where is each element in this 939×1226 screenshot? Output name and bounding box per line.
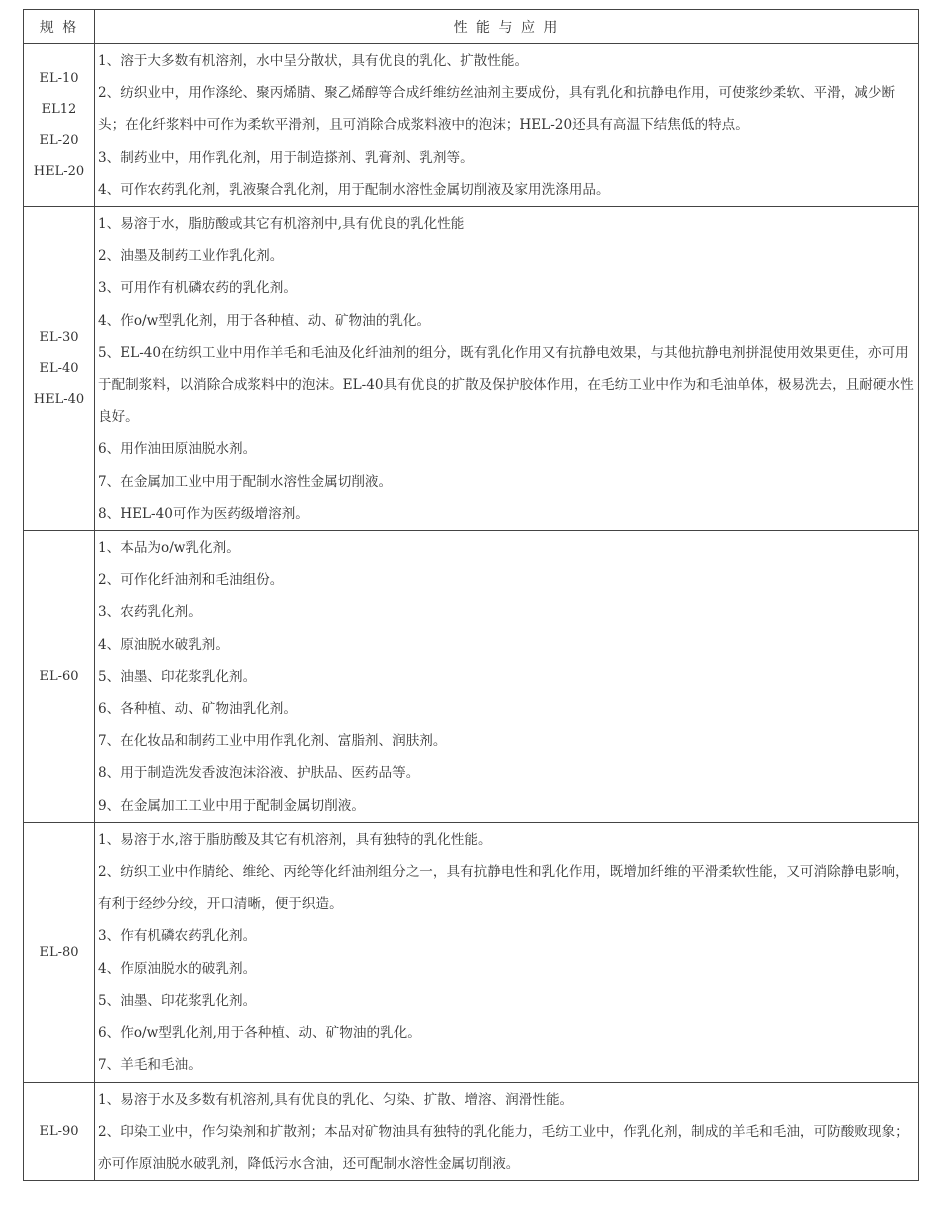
spec-code: EL-60 bbox=[39, 668, 79, 684]
performance-item: 4、作o/w型乳化剂，用于各种植、动、矿物油的乳化。 bbox=[98, 312, 431, 329]
spec-code: EL-30 bbox=[39, 330, 79, 346]
header-performance: 性 能 与 应 用 bbox=[95, 10, 919, 44]
performance-item: 6、作o/w型乳化剂,用于各种植、动、矿物油的乳化。 bbox=[98, 1025, 421, 1042]
table-row bbox=[24, 207, 919, 531]
table-row bbox=[24, 531, 919, 823]
performance-item: 8、用于制造洗发香波泡沫浴液、护肤品、医药品等。 bbox=[98, 765, 420, 782]
header-spec: 规 格 bbox=[24, 10, 95, 44]
performance-item: 7、羊毛和毛油。 bbox=[98, 1057, 202, 1074]
spec-code: HEL-20 bbox=[33, 164, 85, 179]
spec-table bbox=[23, 9, 919, 1181]
performance-cell bbox=[95, 44, 919, 207]
spec-cell bbox=[24, 531, 95, 823]
spec-code: EL-40 bbox=[39, 361, 79, 377]
table-row bbox=[24, 822, 919, 1082]
performance-item: 6、用作油田原油脱水剂。 bbox=[98, 441, 257, 458]
performance-item: 9、在金属加工工业中用于配制金属切削液。 bbox=[98, 797, 365, 814]
performance-item: 3、制药业中，用作乳化剂，用于制造搽剂、乳膏剂、乳剂等。 bbox=[98, 149, 474, 166]
performance-cell bbox=[95, 1082, 919, 1181]
performance-item: 4、可作农药乳化剂，乳液聚合乳化剂，用于配制水溶性金属切削液及家用洗涤用品。 bbox=[98, 181, 610, 198]
performance-item: 1、易溶于水,溶于脂肪酸及其它有机溶剂，具有独特的乳化性能。 bbox=[98, 831, 492, 848]
performance-item: 3、可用作有机磷农药的乳化剂。 bbox=[98, 280, 297, 297]
performance-item: 5、油墨、印花浆乳化剂。 bbox=[98, 668, 257, 685]
spec-cell bbox=[24, 44, 95, 207]
spec-code: EL12 bbox=[41, 102, 77, 117]
performance-item: 2、可作化纤油剂和毛油组份。 bbox=[98, 572, 284, 589]
spec-code: EL-20 bbox=[39, 133, 79, 148]
performance-item: 2、纺织工业中作腈纶、维纶、丙纶等化纤油剂组分之一，具有抗静电性和乳化作用，既增加纤维的平滑柔软性能，又可消除静电影响，有利于经纱分绞，开口清晰，便于织造。 bbox=[98, 864, 909, 913]
performance-item: 8、HEL-40可作为医药级增溶剂。 bbox=[98, 505, 309, 522]
performance-item: 5、EL-40在纺织工业中用作羊毛和毛油及化纤油剂的组分，既有乳化作用又有抗静电效果，与其他抗静电剂拼混使用效果更佳，亦可用于配制浆料，以消除合成浆料中的泡沫。EL-40具有优良的扩散及保护胶体作用，在毛纺工业中作为和毛油单体，极易洗去，且耐硬水性良好。 bbox=[98, 344, 914, 426]
performance-item: 7、在化妆品和制药工业中用作乳化剂、富脂剂、润肤剂。 bbox=[98, 733, 447, 750]
performance-item: 1、易溶于水及多数有机溶剂,具有优良的乳化、匀染、扩散、增溶、润滑性能。 bbox=[98, 1091, 574, 1108]
performance-item: 2、印染工业中，作匀染剂和扩散剂；本品对矿物油具有独特的乳化能力，毛纺工业中，作乳化剂，制成的羊毛和毛油，可防酸败现象；亦可作原油脱水破乳剂，降低污水含油，还可配制水溶性金属切削液。 bbox=[98, 1123, 909, 1172]
performance-cell bbox=[95, 207, 919, 531]
performance-item: 7、在金属加工业中用于配制水溶性金属切削液。 bbox=[98, 473, 393, 490]
spec-cell bbox=[24, 1082, 95, 1181]
spec-code: EL-90 bbox=[39, 1123, 79, 1139]
performance-item: 1、本品为o/w乳化剂。 bbox=[98, 540, 240, 557]
performance-cell bbox=[95, 822, 919, 1082]
table-body bbox=[24, 44, 919, 1181]
performance-item: 5、油墨、印花浆乳化剂。 bbox=[98, 992, 257, 1009]
spec-cell bbox=[24, 822, 95, 1082]
performance-item: 2、纺织业中，用作涤纶、聚丙烯腈、聚乙烯醇等合成纤维纺丝油剂主要成份，具有乳化和抗静电作用，可使浆纱柔软、平滑，减少断头；在化纤浆料中可作为柔软平滑剂，且可消除合成浆料液中的泡沫；HEL-20还具有高温下结焦低的特点。 bbox=[98, 85, 896, 134]
performance-item: 2、油墨及制药工业作乳化剂。 bbox=[98, 248, 284, 265]
header-row bbox=[24, 10, 919, 44]
performance-item: 1、易溶于水，脂肪酸或其它有机溶剂中,具有优良的乳化性能 bbox=[98, 216, 465, 233]
table-row bbox=[24, 44, 919, 207]
performance-item: 6、各种植、动、矿物油乳化剂。 bbox=[98, 701, 297, 718]
performance-item: 4、原油脱水破乳剂。 bbox=[98, 636, 229, 653]
spec-code: HEL-40 bbox=[33, 392, 85, 408]
performance-item: 4、作原油脱水的破乳剂。 bbox=[98, 960, 257, 977]
performance-cell bbox=[95, 531, 919, 823]
performance-item: 1、溶于大多数有机溶剂，水中呈分散状，具有优良的乳化、扩散性能。 bbox=[98, 53, 529, 69]
performance-item: 3、农药乳化剂。 bbox=[98, 604, 202, 621]
spec-cell bbox=[24, 207, 95, 531]
performance-item: 3、作有机磷农药乳化剂。 bbox=[98, 928, 257, 945]
spec-code: EL-10 bbox=[39, 71, 79, 86]
spec-code: EL-80 bbox=[39, 944, 79, 960]
table-row bbox=[24, 1082, 919, 1181]
